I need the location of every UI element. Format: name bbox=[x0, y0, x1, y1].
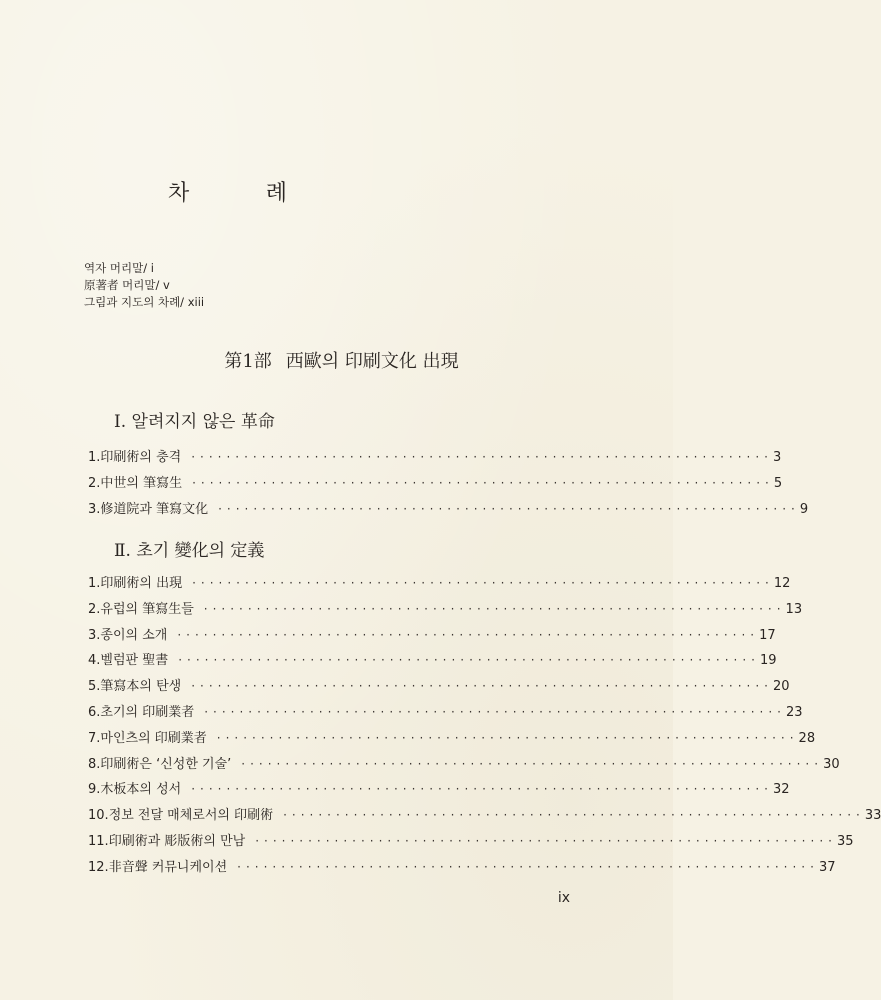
leader-dots: ·································································· bbox=[191, 450, 773, 464]
leader-dots: ·································································· bbox=[255, 833, 837, 848]
leader-dots: ·································································· bbox=[204, 704, 786, 719]
toc-entry-title: 마인츠의 印刷業者 bbox=[100, 730, 207, 746]
leader-dots: ·································································· bbox=[177, 627, 760, 642]
toc-entry-number: 7. bbox=[88, 730, 101, 746]
toc-entry bbox=[88, 446, 782, 472]
toc-entry-number: 8. bbox=[88, 756, 101, 772]
front-matter-item: 原著者 머리말/ v bbox=[84, 278, 170, 292]
toc-entry bbox=[88, 778, 790, 804]
toc-entry-title: 印刷術의 충격 bbox=[100, 450, 182, 465]
toc-entry-page: 37 bbox=[818, 859, 836, 875]
toc-entry bbox=[88, 701, 803, 727]
toc-list-chapter-1 bbox=[88, 446, 809, 523]
toc-entry-page: 12 bbox=[773, 576, 791, 591]
toc-entry-number: 1. bbox=[88, 450, 101, 465]
toc-entry-page: 28 bbox=[798, 730, 816, 746]
toc-entry bbox=[88, 753, 840, 779]
toc-entry-title: 印刷術은 ‘신성한 기술’ bbox=[100, 756, 232, 772]
toc-entry bbox=[88, 675, 790, 701]
toc-entry bbox=[88, 649, 777, 675]
toc-entry-page: 32 bbox=[772, 782, 790, 798]
toc-entry bbox=[88, 727, 816, 753]
toc-entry-page: 3 bbox=[772, 450, 782, 465]
leader-dots: ·································································· bbox=[192, 475, 774, 490]
leader-dots: ·································································· bbox=[191, 782, 773, 797]
leader-dots: ·································································· bbox=[283, 808, 865, 823]
toc-entry-page: 33 bbox=[864, 808, 881, 824]
toc-entry bbox=[88, 598, 803, 624]
leader-dots: ·································································· bbox=[216, 730, 799, 745]
toc-entry-title: 유럽의 筆寫生들 bbox=[100, 601, 194, 617]
part-number: 第1部 bbox=[224, 351, 272, 372]
toc-entry-number: 10. bbox=[88, 808, 109, 824]
toc-entry-title: 筆寫本의 탄생 bbox=[100, 679, 182, 695]
chapter-heading: Ⅰ. 알려지지 않은 革命 bbox=[114, 412, 275, 432]
leader-dots: ·································································· bbox=[191, 679, 773, 694]
toc-entry-page: 20 bbox=[772, 679, 790, 695]
leader-dots: ·································································· bbox=[237, 859, 819, 874]
page-folio: ix bbox=[557, 890, 570, 906]
toc-entry-number: 9. bbox=[88, 782, 101, 798]
toc-entry bbox=[88, 830, 854, 856]
toc-entry-page: 9 bbox=[799, 501, 809, 517]
page-title-char-1: 차 bbox=[168, 181, 191, 206]
toc-entry-page: 23 bbox=[785, 704, 803, 720]
toc-entry-title: 中世의 筆寫生 bbox=[100, 475, 183, 491]
toc-entry bbox=[88, 572, 791, 598]
front-matter-list bbox=[84, 260, 204, 311]
page-title bbox=[168, 176, 288, 207]
toc-list-chapter-2 bbox=[88, 572, 881, 882]
toc-entry-number: 4. bbox=[88, 653, 101, 669]
toc-entry-title: 정보 전달 매체로서의 印刷術 bbox=[108, 808, 274, 824]
leader-dots: ·································································· bbox=[178, 653, 760, 668]
toc-entry-title: 벨럼판 聖書 bbox=[100, 653, 169, 669]
toc-entry-number: 2. bbox=[88, 601, 101, 617]
toc-entry-page: 5 bbox=[773, 475, 783, 491]
leader-dots: ·································································· bbox=[203, 601, 786, 616]
toc-entry bbox=[88, 472, 783, 498]
toc-entry bbox=[88, 624, 776, 650]
front-matter-item: 그림과 지도의 차례/ xiii bbox=[84, 295, 205, 309]
toc-entry bbox=[88, 804, 881, 830]
toc-entry-page: 35 bbox=[836, 833, 854, 849]
toc-entry-number: 12. bbox=[88, 859, 109, 875]
part-heading bbox=[0, 347, 673, 373]
toc-entry-page: 17 bbox=[759, 627, 776, 643]
chapter-heading: Ⅱ. 초기 變化의 定義 bbox=[114, 541, 265, 561]
toc-entry-title: 印刷術의 出現 bbox=[100, 576, 183, 591]
toc-entry-title: 非音聲 커뮤니케이션 bbox=[108, 859, 228, 875]
toc-entry-title: 修道院과 筆寫文化 bbox=[100, 501, 209, 517]
toc-entry-number: 5. bbox=[88, 679, 101, 695]
toc-entry-number: 3. bbox=[88, 501, 101, 517]
toc-entry-number: 1. bbox=[88, 576, 101, 591]
toc-entry-title: 印刷術과 彫版術의 만남 bbox=[108, 833, 246, 849]
leader-dots: ·································································· bbox=[192, 576, 774, 590]
leader-dots: ·································································· bbox=[241, 756, 824, 771]
toc-entry-title: 木板本의 성서 bbox=[100, 782, 182, 798]
toc-entry-title: 초기의 印刷業者 bbox=[100, 704, 195, 720]
toc-entry-page: 30 bbox=[823, 756, 840, 772]
toc-entry-number: 2. bbox=[88, 475, 101, 491]
toc-entry bbox=[88, 498, 809, 524]
leader-dots: ·································································· bbox=[218, 501, 800, 516]
front-matter-item: 역자 머리말/ i bbox=[84, 261, 154, 275]
toc-entry-number: 6. bbox=[88, 704, 101, 720]
toc-entry-page: 13 bbox=[785, 601, 803, 617]
toc-entry bbox=[88, 856, 836, 882]
toc-entry-title: 종이의 소개 bbox=[100, 627, 168, 643]
page-title-char-2: 례 bbox=[265, 181, 288, 206]
part-title-text: 西歐의 印刷文化 出現 bbox=[285, 351, 459, 372]
toc-entry-page: 19 bbox=[759, 653, 777, 669]
toc-entry-number: 11. bbox=[88, 833, 109, 849]
toc-entry-number: 3. bbox=[88, 627, 101, 643]
